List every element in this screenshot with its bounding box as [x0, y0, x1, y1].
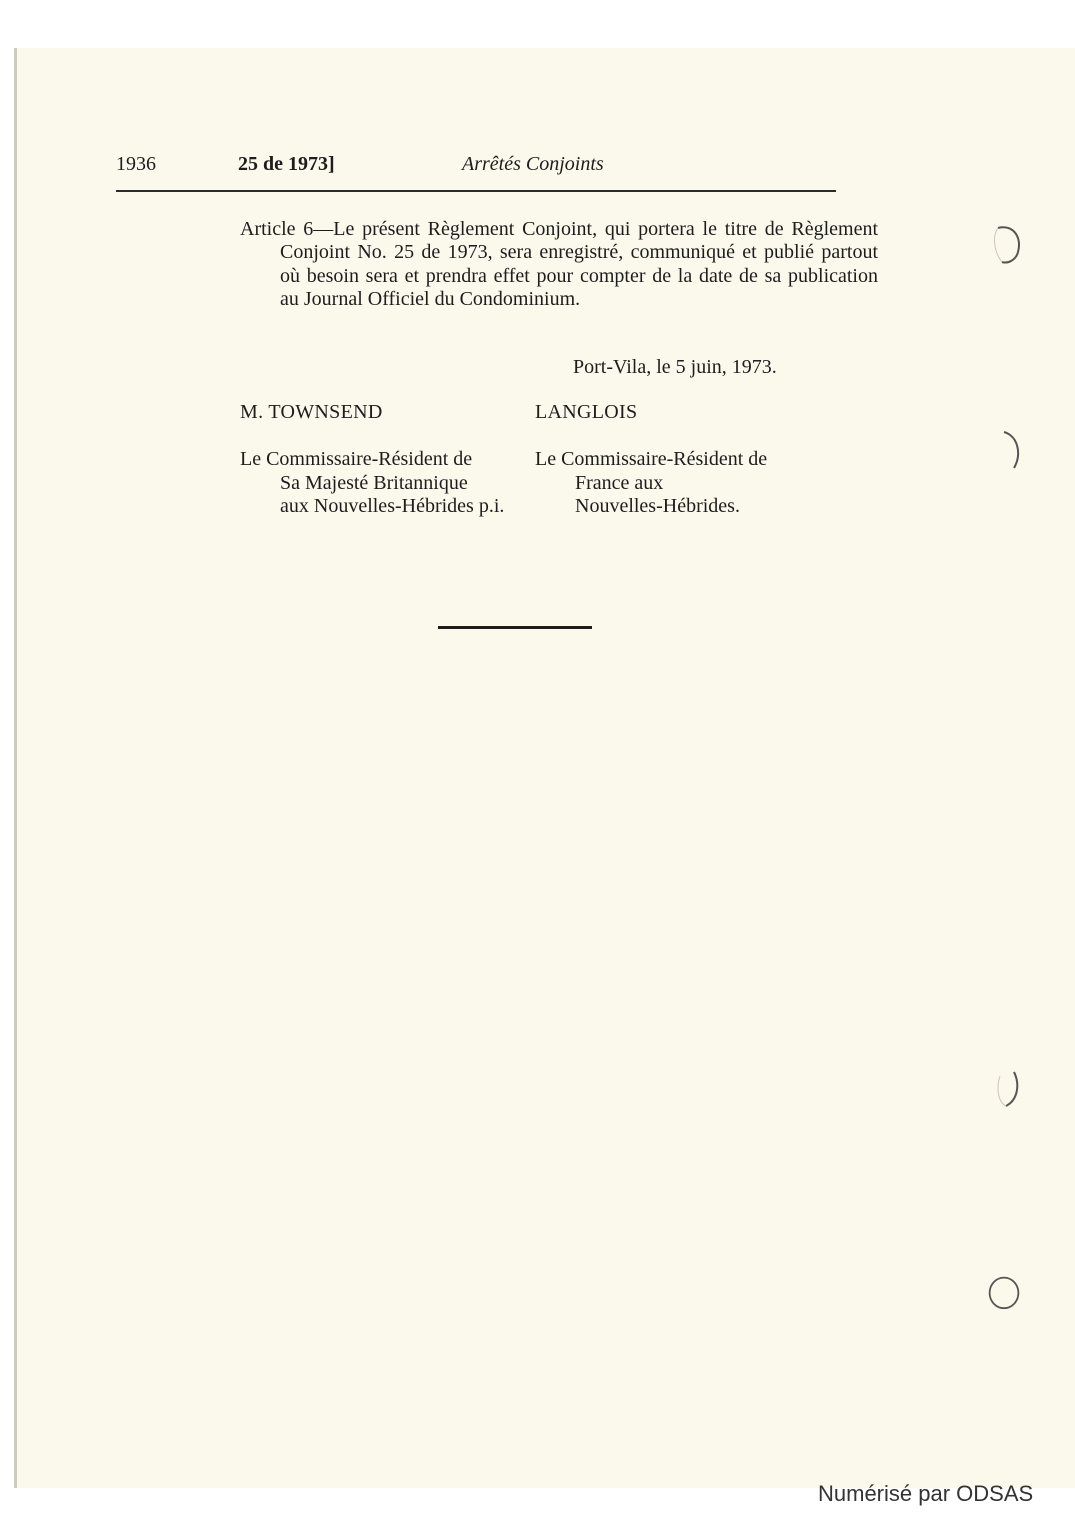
- regulation-reference: 25 de 1973]: [238, 153, 335, 175]
- title-line: France aux: [575, 471, 664, 494]
- title-line: Le Commissaire-Résident de: [240, 448, 473, 470]
- punch-hole-icon: [990, 222, 1026, 266]
- end-of-document-rule: [438, 626, 592, 629]
- article-6-paragraph: Article 6—Le présent Règlement Conjoint, qui portera le titre de Règlement Conjoint No. 25 de 1973, sera enregistré, communiqué et publié partout où besoin sera et prendra effet pour compter de la date de sa publication au Journal Officiel du Condominium.: [240, 218, 878, 311]
- title-line: aux Nouvelles-Hébrides p.i.: [280, 495, 505, 517]
- digitization-watermark: Numérisé par ODSAS: [818, 1481, 1034, 1506]
- title-line: Le Commissaire-Résident de: [535, 448, 768, 470]
- punch-hole-icon: [990, 428, 1026, 472]
- header-rule: [116, 190, 836, 192]
- punch-hole-icon: [990, 1066, 1026, 1110]
- title-line: Nouvelles-Hébrides.: [575, 495, 740, 517]
- paper-left-edge: [14, 48, 17, 1488]
- signatory-title-british: [240, 448, 504, 519]
- signatory-title-french: [535, 448, 767, 519]
- signatory-name-french: LANGLOIS: [535, 401, 638, 423]
- punch-hole-icon: [986, 1270, 1022, 1314]
- place-and-date: Port-Vila, le 5 juin, 1973.: [573, 356, 777, 378]
- signatory-name-british: M. TOWNSEND: [240, 401, 383, 423]
- title-line: Sa Majesté Britannique: [280, 471, 468, 494]
- section-title: Arrêtés Conjoints: [462, 153, 604, 175]
- page-number: 1936: [116, 153, 156, 175]
